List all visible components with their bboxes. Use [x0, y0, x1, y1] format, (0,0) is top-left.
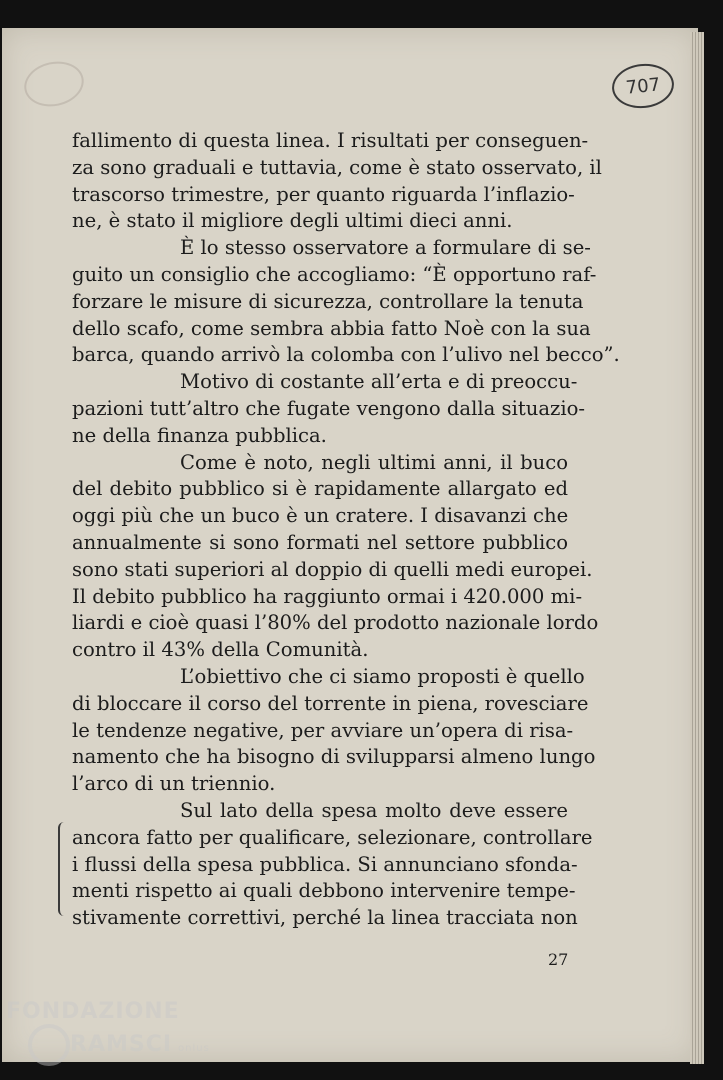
watermark-line-2: RAMSCI [70, 1032, 173, 1057]
text-line: È lo stesso osservatore a formulare di se- [180, 236, 591, 260]
text-line: oggi più che un buco è un cratere. I disavanzi che [72, 504, 569, 528]
margin-bracket-mark [58, 822, 70, 916]
text-line: dello scafo, come sembra abbia fatto Noè con la sua [72, 316, 591, 340]
text-line: le tendenze negative, per avviare un’opera di risa- [72, 718, 574, 742]
text-line: del debito pubblico si è rapidamente allargato ed [72, 477, 568, 501]
text-line: trascorso trimestre, per quanto riguarda l’inflazio- [72, 182, 575, 206]
text-line: stivamente correttivi, perché la linea tracciata non [72, 906, 578, 930]
text-line: Motivo di costante all’erta e di preoccu- [180, 370, 578, 394]
text-line: namento che ha bisogno di svilupparsi almeno lungo [72, 745, 596, 769]
text-line: l’arco di un triennio. [72, 772, 276, 796]
text-line: i flussi della spesa pubblica. Si annunciano sfonda- [72, 852, 578, 876]
text-line: barca, quando arrivò la colomba con l’ulivo nel becco”. [72, 343, 620, 367]
g-logo-icon [28, 1024, 70, 1066]
text-line: Il debito pubblico ha raggiunto ormai i 420.000 mi- [72, 584, 583, 608]
text-line: annualmente si sono formati nel settore pubblico [72, 530, 568, 554]
text-line: ancora fatto per qualificare, selezionare, controllare [72, 825, 593, 849]
text-line: Come è noto, negli ultimi anni, il buco [180, 450, 568, 474]
text-line: sono stati superiori al doppio di quelli medi europei. [72, 557, 593, 581]
page-number: 27 [548, 950, 569, 969]
text-line: liardi e cioè quasi l’80% del prodotto nazionale lordo [72, 611, 599, 635]
text-line: ne, è stato il migliore degli ultimi dieci anni. [72, 209, 513, 233]
watermark-line-1: FONDAZIONE [6, 999, 180, 1024]
text-line: Sul lato della spesa molto deve essere [180, 798, 568, 822]
text-line: fallimento di questa linea. I risultati per conseguen- [72, 129, 589, 152]
page-stack-edge [690, 32, 704, 1064]
text-line: forzare le misure di sicurezza, controllare la tenuta [72, 289, 584, 313]
text-line: menti rispetto ai quali debbono intervenire tempe- [72, 879, 576, 903]
text-line: pazioni tutt’altro che fugate vengono dalla situazio- [72, 396, 586, 420]
fondazione-gramsci-watermark [6, 1000, 210, 1066]
text-line: L’obiettivo che ci siamo proposti è quello [180, 664, 585, 688]
text-line: contro il 43% della Comunità. [72, 638, 369, 662]
text-line: guito un consiglio che accogliamo: “È opportuno raf- [72, 262, 597, 286]
text-line: di bloccare il corso del torrente in piena, rovesciare [72, 691, 589, 715]
body-text [72, 128, 620, 932]
archive-number: 707 [624, 73, 662, 99]
text-line: za sono graduali e tuttavia, come è stato osservato, il [72, 155, 602, 179]
watermark-suffix: onlus [178, 1043, 210, 1054]
text-line: ne della finanza pubblica. [72, 423, 327, 447]
